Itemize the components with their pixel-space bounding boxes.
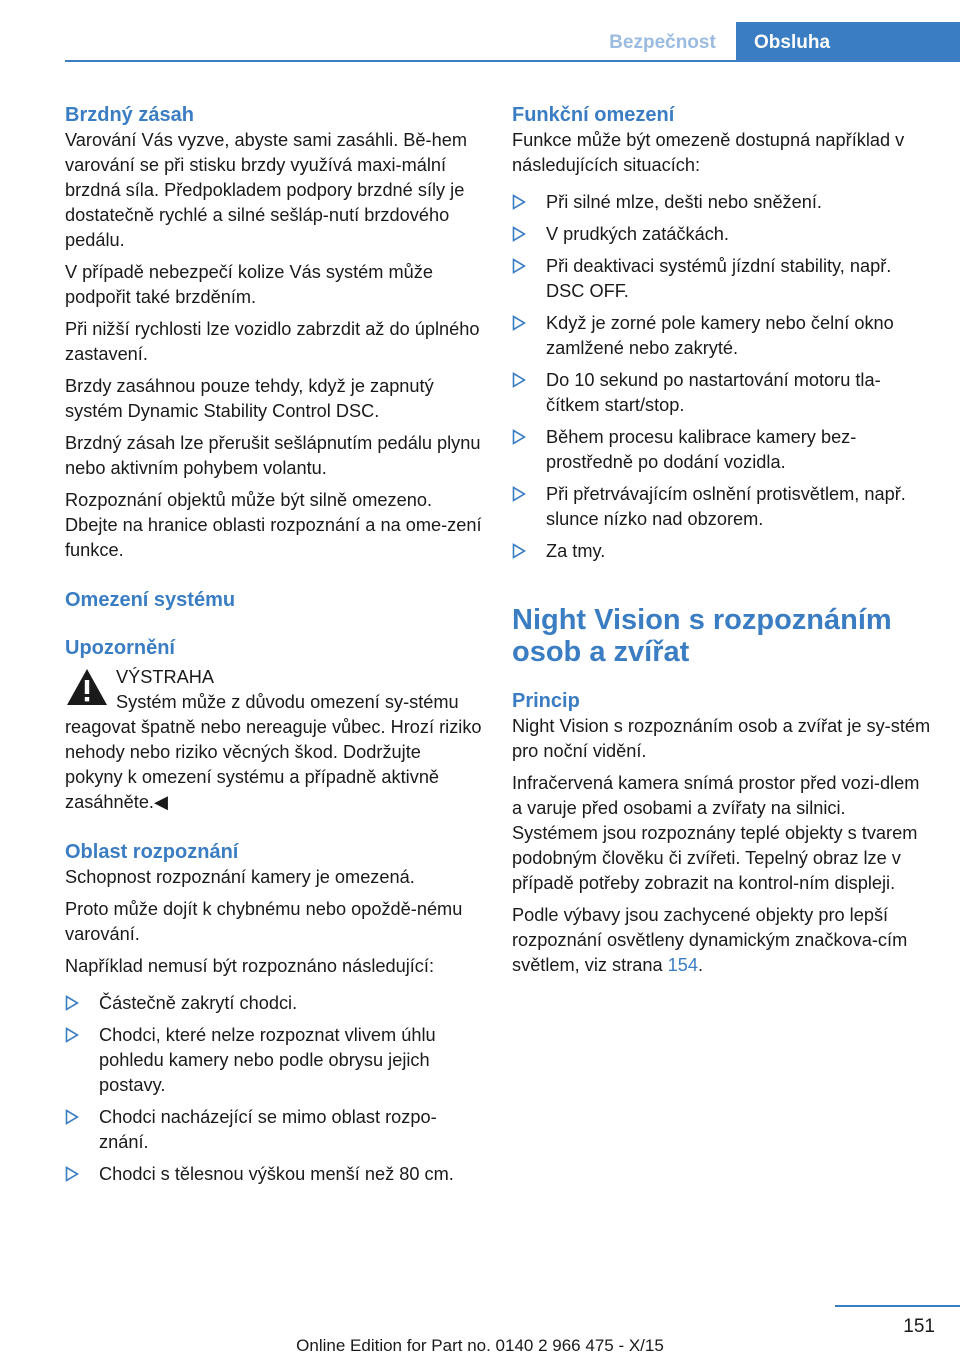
triangle-right-outline-icon: [512, 194, 526, 210]
list-item-text: Za tmy.: [546, 541, 606, 561]
list-item-text: Chodci s tělesnou výškou menší než 80 cm.: [99, 1164, 454, 1184]
triangle-right-outline-icon: [512, 543, 526, 559]
warning-text: Systém může z důvodu omezení sy-stému reagovat špatně nebo nereaguje vůbec. Hrozí riziko nehody nebo riziko věcných škod. Dodržujte pokyny k omezení systému a případně aktivně zasáhněte.◀: [65, 692, 482, 812]
paragraph: Varování Vás vyzve, abyste sami zasáhli. Bě-hem varování se při stisku brzdy využívá maxi-mální brzdná síla. Předpokladem podpory brzdné síly je dostatečně rychlé a silné sešláp-nutí brzdového pedálu.: [65, 130, 467, 250]
triangle-right-outline-icon: [512, 372, 526, 388]
list-item-text: Při silné mlze, dešti nebo sněžení.: [546, 192, 822, 212]
list-item: [65, 1162, 483, 1187]
list-item: [65, 991, 483, 1016]
paragraph: Brzdy zasáhnou pouze tehdy, když je zapnutý systém Dynamic Stability Control DSC.: [65, 376, 434, 421]
heading-funkcni-omezeni: Funkční omezení: [512, 104, 675, 126]
paragraph: [512, 903, 932, 978]
list-item-text: V prudkých zatáčkách.: [546, 224, 729, 244]
triangle-right-outline-icon: [65, 995, 79, 1011]
heading-brzdny-zasah: Brzdný zásah: [65, 104, 194, 126]
list-item-text: Když je zorné pole kamery nebo čelní okno zamlžené nebo zakryté.: [546, 313, 894, 358]
page-header: [0, 0, 960, 62]
triangle-right-outline-icon: [512, 315, 526, 331]
bullet-list: [512, 190, 932, 564]
list-item-text: Chodci nacházející se mimo oblast rozpo-znání.: [99, 1107, 437, 1152]
paragraph: Proto může dojít k chybnému nebo opoždě-nému varování.: [65, 899, 463, 944]
tab-bezpecnost[interactable]: Bezpečnost: [609, 32, 716, 53]
paragraph: V případě nebezpečí kolize Vás systém může podpořit také brzděním.: [65, 262, 433, 307]
heading-upozorneni: Upozornění: [65, 637, 175, 659]
heading-night-vision: Night Vision s rozpoznáním osob a zvířat: [512, 604, 892, 668]
warning-triangle-icon: [65, 667, 109, 707]
triangle-right-outline-icon: [65, 1027, 79, 1043]
list-item-text: Při přetrvávajícím oslnění protisvětlem, např. slunce nízko nad obzorem.: [546, 484, 906, 529]
list-item-text: Při deaktivaci systémů jízdní stability, např. DSC OFF.: [546, 256, 892, 301]
triangle-right-outline-icon: [65, 1109, 79, 1125]
list-item: [512, 190, 932, 215]
list-item: [512, 425, 932, 475]
edition-footer: Online Edition for Part no. 0140 2 966 475 - X/15: [296, 1336, 664, 1355]
list-item: [65, 1105, 483, 1155]
paragraph: Funkce může být omezeně dostupná například v následujících situacích:: [512, 130, 905, 175]
list-item: [512, 368, 932, 418]
list-item: [65, 1023, 483, 1098]
list-item-text: Do 10 sekund po nastartování motoru tla-čítkem start/stop.: [546, 370, 881, 415]
page-number: 151: [903, 1316, 935, 1337]
list-item: [512, 222, 932, 247]
heading-oblast-rozpoznani: Oblast rozpoznání: [65, 841, 239, 863]
warning-block: [65, 665, 483, 713]
paragraph: Schopnost rozpoznání kamery je omezená.: [65, 867, 415, 887]
footer-rule: [835, 1305, 960, 1307]
triangle-right-outline-icon: [512, 226, 526, 242]
list-item-text: Chodci, které nelze rozpoznat vlivem úhlu pohledu kamery nebo podle obrysu jejich postavy.: [99, 1025, 436, 1095]
heading-omezeni-systemu: Omezení systému: [65, 589, 236, 611]
list-item: [512, 254, 932, 304]
triangle-right-outline-icon: [65, 1166, 79, 1182]
heading-princip: Princip: [512, 690, 580, 712]
paragraph: Například nemusí být rozpoznáno následující:: [65, 956, 435, 976]
page-reference-link[interactable]: 154: [667, 955, 699, 975]
triangle-right-outline-icon: [512, 429, 526, 445]
paragraph-text: Podle výbavy jsou zachycené objekty pro lepší rozpoznání osvětleny dynamickým značkova-cím světlem, viz strana: [512, 905, 908, 975]
paragraph-end: .: [698, 955, 704, 975]
left-column: [65, 102, 483, 1194]
list-item-text: Během procesu kalibrace kamery bez-prostředně po dodání vozidla.: [546, 427, 857, 472]
warning-title: VÝSTRAHA: [116, 667, 215, 687]
paragraph: Rozpoznání objektů může být silně omezeno. Dbejte na hranice oblasti rozpoznání a na ome-zení funkce.: [65, 490, 482, 560]
bullet-list: [65, 991, 483, 1187]
tab-obsluha[interactable]: Obsluha: [736, 22, 960, 62]
triangle-right-outline-icon: [512, 486, 526, 502]
paragraph: Při nižší rychlosti lze vozidlo zabrzdit až do úplného zastavení.: [65, 319, 480, 364]
header-rule: [65, 60, 960, 62]
right-column: [512, 102, 932, 985]
list-item: [512, 311, 932, 361]
list-item: [512, 539, 932, 564]
list-item: [512, 482, 932, 532]
paragraph: Brzdný zásah lze přerušit sešlápnutím pedálu plynu nebo aktivním pohybem volantu.: [65, 433, 481, 478]
paragraph: Night Vision s rozpoznáním osob a zvířat je sy-stém pro noční vidění.: [512, 716, 931, 761]
paragraph: Infračervená kamera snímá prostor před vozi-dlem a varuje před osobami a zvířaty na silnici. Systémem jsou rozpoznány teplé objekty s tvarem podobným člověku či zvířeti. Tepelný obraz lze v případě potřeby zobrazit na kontrol-ním displeji.: [512, 773, 920, 893]
list-item-text: Částečně zakrytí chodci.: [99, 993, 298, 1013]
triangle-right-outline-icon: [512, 258, 526, 274]
